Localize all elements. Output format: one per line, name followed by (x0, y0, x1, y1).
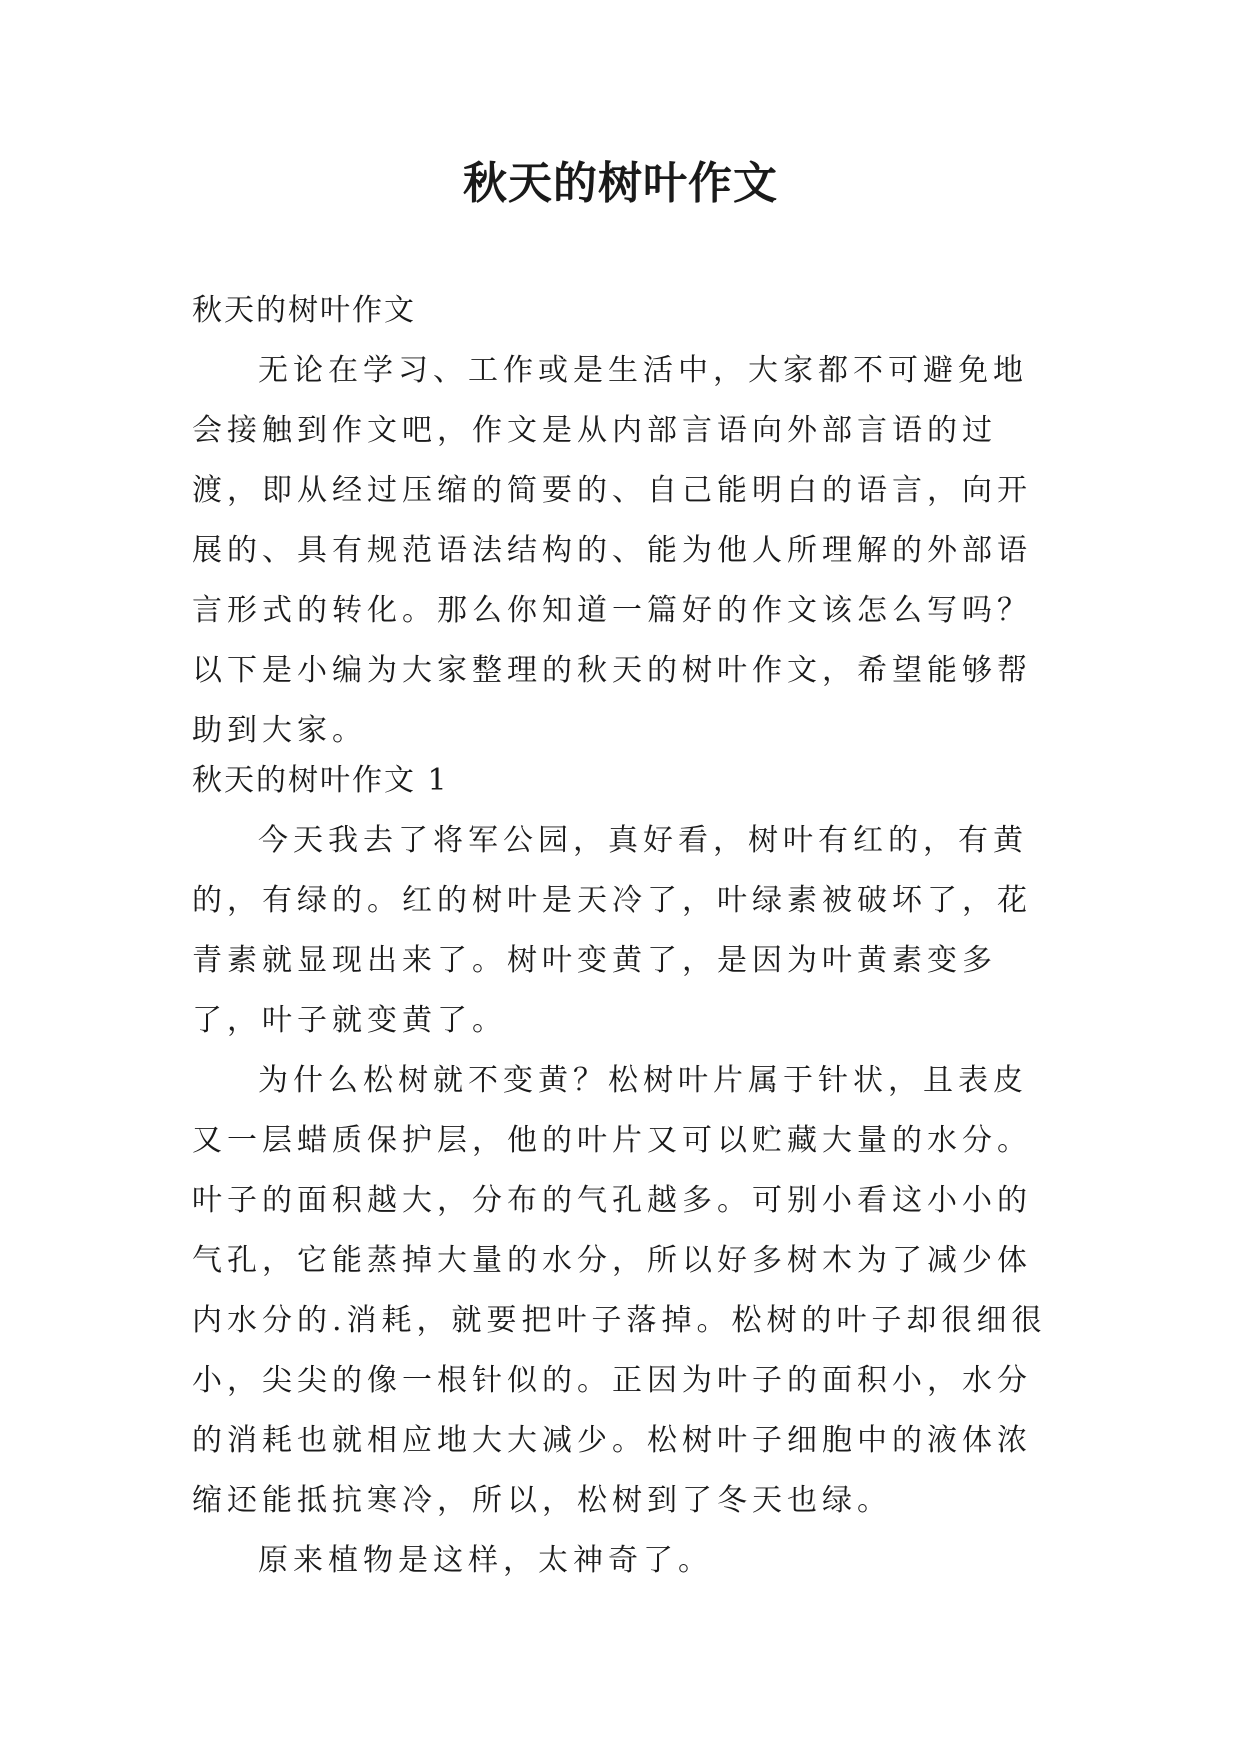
essay-1-body (192, 811, 1060, 1591)
document-title: 秋天的树叶作文 (463, 158, 778, 209)
intro-paragraph: 无论在学习、工作或是生活中，大家都不可避免地会接触到作文吧，作文是从内部言语向外部言语的过渡，即从经过压缩的简要的、自己能明白的语言，向开展的、具有规范语法结构的、能为他人所理解的外部语言形式的转化。那么你知道一篇好的作文该怎么写吗？以下是小编为大家整理的秋天的树叶作文，希望能够帮助到大家。 (192, 353, 1032, 748)
intro-body (192, 341, 1060, 761)
essay-1-paragraph-2: 为什么松树就不变黄？松树叶片属于针状，且表皮又一层蜡质保护层，他的叶片又可以贮藏大量的水分。叶子的面积越大，分布的气孔越多。可别小看这小小的气孔，它能蒸掉大量的水分，所以好多树木为了减少体内水分的.消耗，就要把叶子落掉。松树的叶子却很细很小，尖尖的像一根针似的。正因为叶子的面积小，水分的消耗也就相应地大大减少。松树叶子细胞中的液体浓缩还能抵抗寒冷，所以，松树到了冬天也绿。 (192, 1063, 1047, 1518)
essay-1-paragraph-1: 今天我去了将军公园，真好看，树叶有红的，有黄的，有绿的。红的树叶是天冷了，叶绿素被破坏了，花青素就显现出来了。树叶变黄了，是因为叶黄素变多了，叶子就变黄了。 (192, 823, 1032, 1038)
essay-1-heading: 秋天的树叶作文 1 (192, 763, 449, 798)
intro-heading: 秋天的树叶作文 (192, 293, 416, 328)
essay-1-paragraph-3: 原来植物是这样，太神奇了。 (258, 1543, 713, 1578)
